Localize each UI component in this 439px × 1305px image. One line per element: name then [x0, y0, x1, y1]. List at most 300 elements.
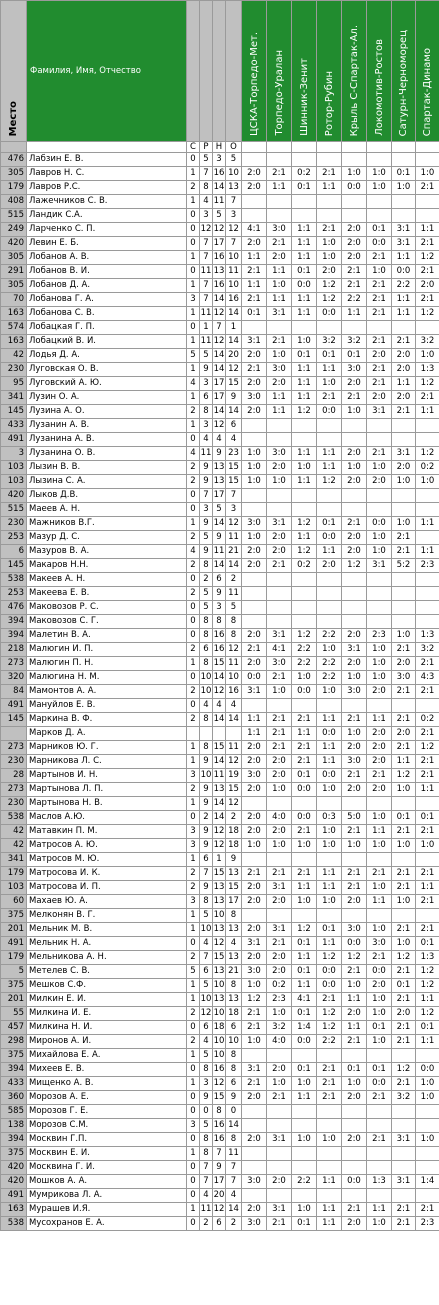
stat-cell[interactable]: 3 — [187, 839, 200, 853]
score-cell[interactable]: 2:1 — [367, 335, 392, 349]
score-cell[interactable]: 2:2 — [317, 629, 342, 643]
score-cell[interactable] — [416, 433, 439, 447]
stat-cell[interactable]: 5 — [200, 349, 213, 363]
score-cell[interactable]: 0:2 — [292, 167, 317, 181]
score-cell[interactable] — [342, 797, 367, 811]
score-cell[interactable] — [292, 209, 317, 223]
stat-cell[interactable]: 0 — [187, 1063, 200, 1077]
stat-cell[interactable]: 8 — [226, 1063, 242, 1077]
score-cell[interactable]: 3:1 — [367, 559, 392, 573]
stat-cell[interactable]: 3 — [226, 503, 242, 517]
score-cell[interactable]: 2:1 — [267, 237, 292, 251]
score-cell[interactable]: 2:1 — [392, 1077, 416, 1091]
name-cell[interactable]: Мазур Д. С. — [27, 531, 187, 545]
name-cell[interactable]: Лузанин А. В. — [27, 419, 187, 433]
stat-cell[interactable]: 12 — [226, 223, 242, 237]
stat-cell[interactable]: 9 — [200, 1091, 213, 1105]
stat-cell[interactable]: 14 — [213, 811, 226, 825]
score-cell[interactable] — [392, 503, 416, 517]
stat-cell[interactable]: 0 — [187, 489, 200, 503]
stat-cell[interactable]: 4 — [213, 699, 226, 713]
score-cell[interactable]: 2:1 — [292, 741, 317, 755]
score-cell[interactable]: 2:0 — [267, 461, 292, 475]
score-cell[interactable] — [416, 699, 439, 713]
score-cell[interactable] — [367, 797, 392, 811]
name-cell[interactable]: Мельник М. В. — [27, 923, 187, 937]
score-cell[interactable] — [292, 1161, 317, 1175]
score-cell[interactable] — [367, 1049, 392, 1063]
score-cell[interactable]: 1:3 — [367, 1175, 392, 1189]
score-cell[interactable]: 0:1 — [367, 1021, 392, 1035]
stat-cell[interactable]: 17 — [226, 895, 242, 909]
stat-cell[interactable]: 14 — [213, 797, 226, 811]
score-cell[interactable]: 1:2 — [317, 1021, 342, 1035]
stat-cell[interactable]: 2 — [187, 951, 200, 965]
score-cell[interactable]: 4:1 — [242, 223, 267, 237]
stat-cell[interactable]: 1 — [187, 853, 200, 867]
score-cell[interactable] — [416, 601, 439, 615]
place-cell[interactable]: 273 — [1, 783, 27, 797]
stat-cell[interactable]: 9 — [213, 587, 226, 601]
stat-cell[interactable]: 4 — [200, 195, 213, 209]
score-cell[interactable] — [367, 615, 392, 629]
place-cell[interactable]: 341 — [1, 853, 27, 867]
score-cell[interactable]: 1:0 — [367, 881, 392, 895]
stat-cell[interactable]: 1 — [187, 909, 200, 923]
score-cell[interactable]: 2:0 — [342, 223, 367, 237]
score-cell[interactable]: 1:0 — [392, 517, 416, 531]
score-cell[interactable]: 0:0 — [416, 1063, 439, 1077]
score-cell[interactable]: 1:0 — [342, 1077, 367, 1091]
score-cell[interactable]: 1:1 — [292, 727, 317, 741]
stat-cell[interactable]: 9 — [226, 1091, 242, 1105]
stat-cell[interactable]: 6 — [200, 391, 213, 405]
stat-cell[interactable]: 12 — [213, 937, 226, 951]
place-cell[interactable]: 273 — [1, 741, 27, 755]
score-cell[interactable]: 2:1 — [392, 741, 416, 755]
stat-cell[interactable]: 21 — [226, 965, 242, 979]
score-cell[interactable] — [267, 853, 292, 867]
score-cell[interactable]: 2:2 — [392, 279, 416, 293]
score-cell[interactable] — [367, 573, 392, 587]
stat-cell[interactable]: 14 — [226, 1203, 242, 1217]
score-cell[interactable]: 1:0 — [242, 531, 267, 545]
place-cell[interactable]: 305 — [1, 167, 27, 181]
stat-cell[interactable]: 7 — [226, 237, 242, 251]
score-cell[interactable]: 0:1 — [416, 811, 439, 825]
stat-cell[interactable]: 14 — [226, 1119, 242, 1133]
stat-cell[interactable]: 1 — [187, 335, 200, 349]
score-cell[interactable] — [317, 1161, 342, 1175]
score-cell[interactable]: 2:0 — [367, 391, 392, 405]
stat-cell[interactable]: 6 — [200, 965, 213, 979]
stat-cell[interactable]: 0 — [187, 223, 200, 237]
place-cell[interactable]: 360 — [1, 1091, 27, 1105]
score-cell[interactable]: 0:0 — [367, 1077, 392, 1091]
score-cell[interactable]: 1:0 — [292, 895, 317, 909]
score-cell[interactable] — [367, 489, 392, 503]
score-cell[interactable]: 2:1 — [392, 405, 416, 419]
score-cell[interactable] — [267, 601, 292, 615]
score-cell[interactable]: 1:0 — [392, 181, 416, 195]
score-cell[interactable]: 2:1 — [342, 965, 367, 979]
score-cell[interactable] — [292, 797, 317, 811]
score-cell[interactable]: 3:1 — [267, 881, 292, 895]
score-cell[interactable]: 1:0 — [342, 167, 367, 181]
name-cell[interactable]: Махаев Ю. А. — [27, 895, 187, 909]
stat-cell[interactable]: 18 — [226, 825, 242, 839]
score-cell[interactable]: 3:0 — [342, 363, 367, 377]
score-cell[interactable] — [317, 321, 342, 335]
stat-cell[interactable]: 2 — [187, 713, 200, 727]
score-cell[interactable]: 2:1 — [367, 293, 392, 307]
score-cell[interactable]: 2:1 — [416, 895, 439, 909]
score-cell[interactable] — [392, 209, 416, 223]
score-cell[interactable]: 3:2 — [267, 1021, 292, 1035]
stat-cell[interactable]: 2 — [187, 783, 200, 797]
stat-cell[interactable]: 2 — [187, 643, 200, 657]
name-cell[interactable]: Лобацкая Г. П. — [27, 321, 187, 335]
stat-cell[interactable]: 3 — [200, 503, 213, 517]
score-cell[interactable] — [317, 153, 342, 167]
score-cell[interactable] — [242, 797, 267, 811]
place-cell[interactable]: 305 — [1, 251, 27, 265]
name-cell[interactable]: Милкина Н. И. — [27, 1021, 187, 1035]
place-cell[interactable]: 42 — [1, 839, 27, 853]
name-cell[interactable]: Лабзин Е. В. — [27, 153, 187, 167]
stat-cell[interactable] — [213, 727, 226, 741]
score-cell[interactable]: 2:1 — [416, 657, 439, 671]
place-cell[interactable]: 163 — [1, 1203, 27, 1217]
match-header[interactable]: Локомотив-Ростов — [367, 1, 392, 142]
score-cell[interactable] — [367, 195, 392, 209]
stat-cell[interactable]: 13 — [213, 965, 226, 979]
score-cell[interactable] — [342, 1147, 367, 1161]
score-cell[interactable]: 2:0 — [242, 559, 267, 573]
score-cell[interactable]: 1:2 — [416, 251, 439, 265]
score-cell[interactable] — [242, 601, 267, 615]
score-cell[interactable] — [267, 321, 292, 335]
score-cell[interactable]: 1:2 — [416, 741, 439, 755]
stat-cell[interactable]: 13 — [213, 475, 226, 489]
score-cell[interactable] — [392, 321, 416, 335]
stat-cell[interactable]: 0 — [187, 573, 200, 587]
name-cell[interactable]: Маковозов Р. С. — [27, 601, 187, 615]
stat-cell[interactable]: 19 — [226, 769, 242, 783]
place-cell[interactable]: 420 — [1, 489, 27, 503]
score-cell[interactable]: 0:1 — [292, 965, 317, 979]
score-cell[interactable] — [242, 909, 267, 923]
score-cell[interactable]: 2:1 — [342, 517, 367, 531]
name-cell[interactable]: Матросов М. Ю. — [27, 853, 187, 867]
score-cell[interactable]: 2:0 — [242, 1133, 267, 1147]
stat-cell[interactable]: 2 — [200, 1217, 213, 1231]
place-cell[interactable]: 273 — [1, 657, 27, 671]
stat-cell[interactable]: 5 — [200, 531, 213, 545]
score-cell[interactable]: 3:1 — [242, 1063, 267, 1077]
score-cell[interactable]: 2:0 — [367, 755, 392, 769]
score-cell[interactable]: 3:0 — [267, 363, 292, 377]
name-cell[interactable]: Малетин В. А. — [27, 629, 187, 643]
score-cell[interactable]: 2:1 — [416, 867, 439, 881]
stat-cell[interactable]: 0 — [187, 153, 200, 167]
score-cell[interactable] — [342, 853, 367, 867]
name-cell[interactable]: Милкин Е. И. — [27, 993, 187, 1007]
score-cell[interactable]: 1:1 — [292, 531, 317, 545]
stat-cell[interactable]: 13 — [213, 265, 226, 279]
stat-cell[interactable]: 7 — [213, 321, 226, 335]
score-cell[interactable]: 0:2 — [416, 713, 439, 727]
stat-cell[interactable]: 5 — [213, 503, 226, 517]
score-cell[interactable]: 1:0 — [292, 671, 317, 685]
score-cell[interactable]: 2:1 — [392, 1217, 416, 1231]
score-cell[interactable]: 2:1 — [416, 755, 439, 769]
score-cell[interactable]: 2:0 — [242, 181, 267, 195]
score-cell[interactable]: 1:2 — [317, 951, 342, 965]
stat-cell[interactable]: 12 — [200, 223, 213, 237]
score-cell[interactable] — [317, 419, 342, 433]
score-cell[interactable]: 0:1 — [342, 1063, 367, 1077]
place-cell[interactable]: 103 — [1, 461, 27, 475]
stat-cell[interactable]: 2 — [187, 181, 200, 195]
score-cell[interactable] — [267, 209, 292, 223]
score-cell[interactable]: 2:0 — [367, 475, 392, 489]
stat-cell[interactable]: 8 — [200, 741, 213, 755]
stat-cell[interactable]: 4 — [200, 433, 213, 447]
stat-cell[interactable]: 4 — [187, 545, 200, 559]
stat-cell[interactable]: 7 — [200, 489, 213, 503]
name-cell[interactable]: Лузанина О. В. — [27, 447, 187, 461]
score-cell[interactable]: 1:1 — [317, 937, 342, 951]
place-cell[interactable]: 6 — [1, 545, 27, 559]
score-cell[interactable] — [242, 615, 267, 629]
stat-cell[interactable]: 10 — [213, 1035, 226, 1049]
score-cell[interactable] — [292, 503, 317, 517]
stat-cell[interactable]: 1 — [187, 797, 200, 811]
stat-cell[interactable]: 2 — [187, 531, 200, 545]
stat-cell[interactable]: 4 — [200, 1189, 213, 1203]
score-cell[interactable]: 2:1 — [416, 769, 439, 783]
place-cell[interactable]: 420 — [1, 1161, 27, 1175]
score-cell[interactable]: 0:0 — [292, 1035, 317, 1049]
stat-cell[interactable]: 9 — [226, 391, 242, 405]
score-cell[interactable]: 1:0 — [292, 1203, 317, 1217]
score-cell[interactable]: 2:0 — [242, 923, 267, 937]
score-cell[interactable]: 2:2 — [292, 643, 317, 657]
score-cell[interactable]: 1:1 — [267, 181, 292, 195]
score-cell[interactable]: 1:1 — [317, 1217, 342, 1231]
score-cell[interactable]: 0:1 — [342, 349, 367, 363]
stat-cell[interactable]: 0 — [187, 601, 200, 615]
score-cell[interactable]: 1:0 — [367, 657, 392, 671]
stat-cell[interactable]: 8 — [200, 181, 213, 195]
score-cell[interactable]: 3:0 — [342, 755, 367, 769]
name-cell[interactable]: Мартынова Н. В. — [27, 797, 187, 811]
score-cell[interactable] — [367, 699, 392, 713]
name-cell[interactable]: Лобанов В. И. — [27, 265, 187, 279]
name-cell[interactable]: Мамонтов А. А. — [27, 685, 187, 699]
score-cell[interactable]: 1:0 — [416, 1133, 439, 1147]
score-cell[interactable]: 2:0 — [367, 685, 392, 699]
place-cell[interactable]: 320 — [1, 671, 27, 685]
score-cell[interactable]: 2:1 — [367, 1091, 392, 1105]
stat-cell[interactable]: 6 — [213, 573, 226, 587]
stat-cell[interactable]: 6 — [200, 1021, 213, 1035]
score-cell[interactable]: 1:1 — [317, 363, 342, 377]
stat-cell[interactable]: 1 — [187, 1147, 200, 1161]
place-cell[interactable]: 298 — [1, 1035, 27, 1049]
score-cell[interactable]: 2:0 — [242, 825, 267, 839]
score-cell[interactable] — [416, 1105, 439, 1119]
score-cell[interactable]: 2:1 — [267, 727, 292, 741]
name-cell[interactable]: Мельникова А. Н. — [27, 951, 187, 965]
score-cell[interactable]: 2:1 — [242, 265, 267, 279]
score-cell[interactable]: 2:1 — [392, 965, 416, 979]
stat-cell[interactable]: 1 — [187, 979, 200, 993]
match-header[interactable]: Ротор-Рубин — [317, 1, 342, 142]
stat-cell[interactable]: 2 — [187, 685, 200, 699]
score-cell[interactable]: 2:1 — [342, 1203, 367, 1217]
stat-cell[interactable]: 7 — [200, 279, 213, 293]
stat-cell[interactable]: 11 — [226, 1147, 242, 1161]
stat-cell[interactable]: 14 — [213, 293, 226, 307]
stat-cell[interactable]: 10 — [226, 671, 242, 685]
score-cell[interactable] — [392, 1189, 416, 1203]
stat-cell[interactable]: 3 — [187, 293, 200, 307]
score-cell[interactable] — [317, 503, 342, 517]
score-cell[interactable]: 1:0 — [242, 979, 267, 993]
score-cell[interactable] — [267, 503, 292, 517]
score-cell[interactable]: 5:2 — [392, 559, 416, 573]
place-cell[interactable]: 163 — [1, 335, 27, 349]
score-cell[interactable]: 3:0 — [342, 685, 367, 699]
score-cell[interactable]: 1:0 — [367, 1007, 392, 1021]
stat-cell[interactable]: 0 — [187, 503, 200, 517]
score-cell[interactable]: 0:1 — [292, 769, 317, 783]
stat-cell[interactable]: 7 — [213, 1147, 226, 1161]
score-cell[interactable]: 1:1 — [292, 251, 317, 265]
name-cell[interactable]: Левин Е. Б. — [27, 237, 187, 251]
score-cell[interactable] — [317, 1049, 342, 1063]
score-cell[interactable] — [392, 1105, 416, 1119]
stat-cell[interactable]: 3 — [213, 601, 226, 615]
score-cell[interactable]: 1:0 — [367, 265, 392, 279]
stat-cell[interactable]: 1 — [187, 923, 200, 937]
score-cell[interactable]: 2:0 — [342, 447, 367, 461]
score-cell[interactable]: 1:1 — [292, 447, 317, 461]
score-cell[interactable] — [392, 1049, 416, 1063]
stat-cell[interactable] — [187, 727, 200, 741]
score-cell[interactable]: 2:1 — [267, 713, 292, 727]
score-cell[interactable]: 2:1 — [242, 867, 267, 881]
score-cell[interactable]: 1:0 — [242, 1035, 267, 1049]
stat-cell[interactable]: 12 — [213, 825, 226, 839]
name-cell[interactable]: Матросов А. Ю. — [27, 839, 187, 853]
score-cell[interactable] — [242, 1161, 267, 1175]
stat-cell[interactable]: 13 — [226, 867, 242, 881]
score-cell[interactable] — [292, 1105, 317, 1119]
score-cell[interactable]: 2:0 — [242, 1203, 267, 1217]
score-cell[interactable]: 2:1 — [392, 335, 416, 349]
score-cell[interactable] — [267, 797, 292, 811]
score-cell[interactable] — [317, 601, 342, 615]
score-cell[interactable]: 1:2 — [292, 405, 317, 419]
name-cell[interactable]: Мусохранов Е. А. — [27, 1217, 187, 1231]
score-cell[interactable]: 2:1 — [367, 251, 392, 265]
stat-cell[interactable]: 9 — [200, 797, 213, 811]
score-cell[interactable]: 2:0 — [392, 461, 416, 475]
name-cell[interactable]: Ландик С.А. — [27, 209, 187, 223]
stat-cell[interactable]: 8 — [200, 629, 213, 643]
stat-cell[interactable]: 8 — [213, 615, 226, 629]
name-cell[interactable]: Мурашев И.Я. — [27, 1203, 187, 1217]
stat-cell[interactable]: 2 — [226, 573, 242, 587]
stat-cell[interactable]: 0 — [187, 1161, 200, 1175]
score-cell[interactable]: 0:1 — [317, 349, 342, 363]
stat-cell[interactable]: 6 — [213, 1217, 226, 1231]
stat-cell[interactable]: 12 — [226, 797, 242, 811]
stat-cell[interactable]: 7 — [226, 489, 242, 503]
score-cell[interactable]: 1:1 — [242, 713, 267, 727]
score-cell[interactable]: 2:0 — [392, 1007, 416, 1021]
stat-cell[interactable]: 0 — [187, 1217, 200, 1231]
score-cell[interactable]: 0:1 — [392, 811, 416, 825]
score-cell[interactable]: 1:0 — [292, 839, 317, 853]
place-cell[interactable]: 375 — [1, 1049, 27, 1063]
stat-cell[interactable]: 15 — [226, 461, 242, 475]
score-cell[interactable]: 0:0 — [317, 531, 342, 545]
score-cell[interactable]: 3:1 — [267, 307, 292, 321]
stat-cell[interactable]: 7 — [200, 293, 213, 307]
score-cell[interactable]: 0:1 — [367, 1063, 392, 1077]
score-cell[interactable]: 2:0 — [267, 1175, 292, 1189]
stat-cell[interactable]: 9 — [200, 363, 213, 377]
score-cell[interactable] — [242, 321, 267, 335]
score-cell[interactable]: 2:2 — [342, 293, 367, 307]
name-cell[interactable]: Москвина Г. И. — [27, 1161, 187, 1175]
score-cell[interactable]: 1:0 — [267, 475, 292, 489]
stat-cell[interactable]: 1 — [187, 251, 200, 265]
score-cell[interactable]: 2:2 — [317, 671, 342, 685]
score-cell[interactable]: 2:0 — [242, 895, 267, 909]
score-cell[interactable]: 1:0 — [392, 895, 416, 909]
score-cell[interactable]: 2:1 — [367, 1133, 392, 1147]
score-cell[interactable]: 0:1 — [292, 181, 317, 195]
score-cell[interactable]: 0:1 — [392, 979, 416, 993]
score-cell[interactable]: 1:0 — [267, 279, 292, 293]
score-cell[interactable]: 2:0 — [367, 349, 392, 363]
place-cell[interactable]: 230 — [1, 755, 27, 769]
score-cell[interactable] — [317, 433, 342, 447]
score-cell[interactable]: 1:0 — [292, 1077, 317, 1091]
stat-cell[interactable]: 12 — [213, 307, 226, 321]
place-cell[interactable]: 179 — [1, 181, 27, 195]
score-cell[interactable] — [267, 587, 292, 601]
stat-cell[interactable]: 23 — [226, 447, 242, 461]
score-cell[interactable] — [416, 587, 439, 601]
score-cell[interactable]: 2:1 — [392, 685, 416, 699]
score-cell[interactable]: 0:1 — [292, 1063, 317, 1077]
score-cell[interactable]: 2:1 — [242, 363, 267, 377]
score-cell[interactable] — [416, 909, 439, 923]
stat-cell[interactable]: 14 — [226, 713, 242, 727]
stat-cell[interactable]: 7 — [200, 237, 213, 251]
name-cell[interactable]: Малюгин И. П. — [27, 643, 187, 657]
stat-cell[interactable]: 16 — [213, 1119, 226, 1133]
stat-cell[interactable]: 5 — [213, 209, 226, 223]
score-cell[interactable] — [317, 699, 342, 713]
stat-cell[interactable]: 5 — [200, 153, 213, 167]
